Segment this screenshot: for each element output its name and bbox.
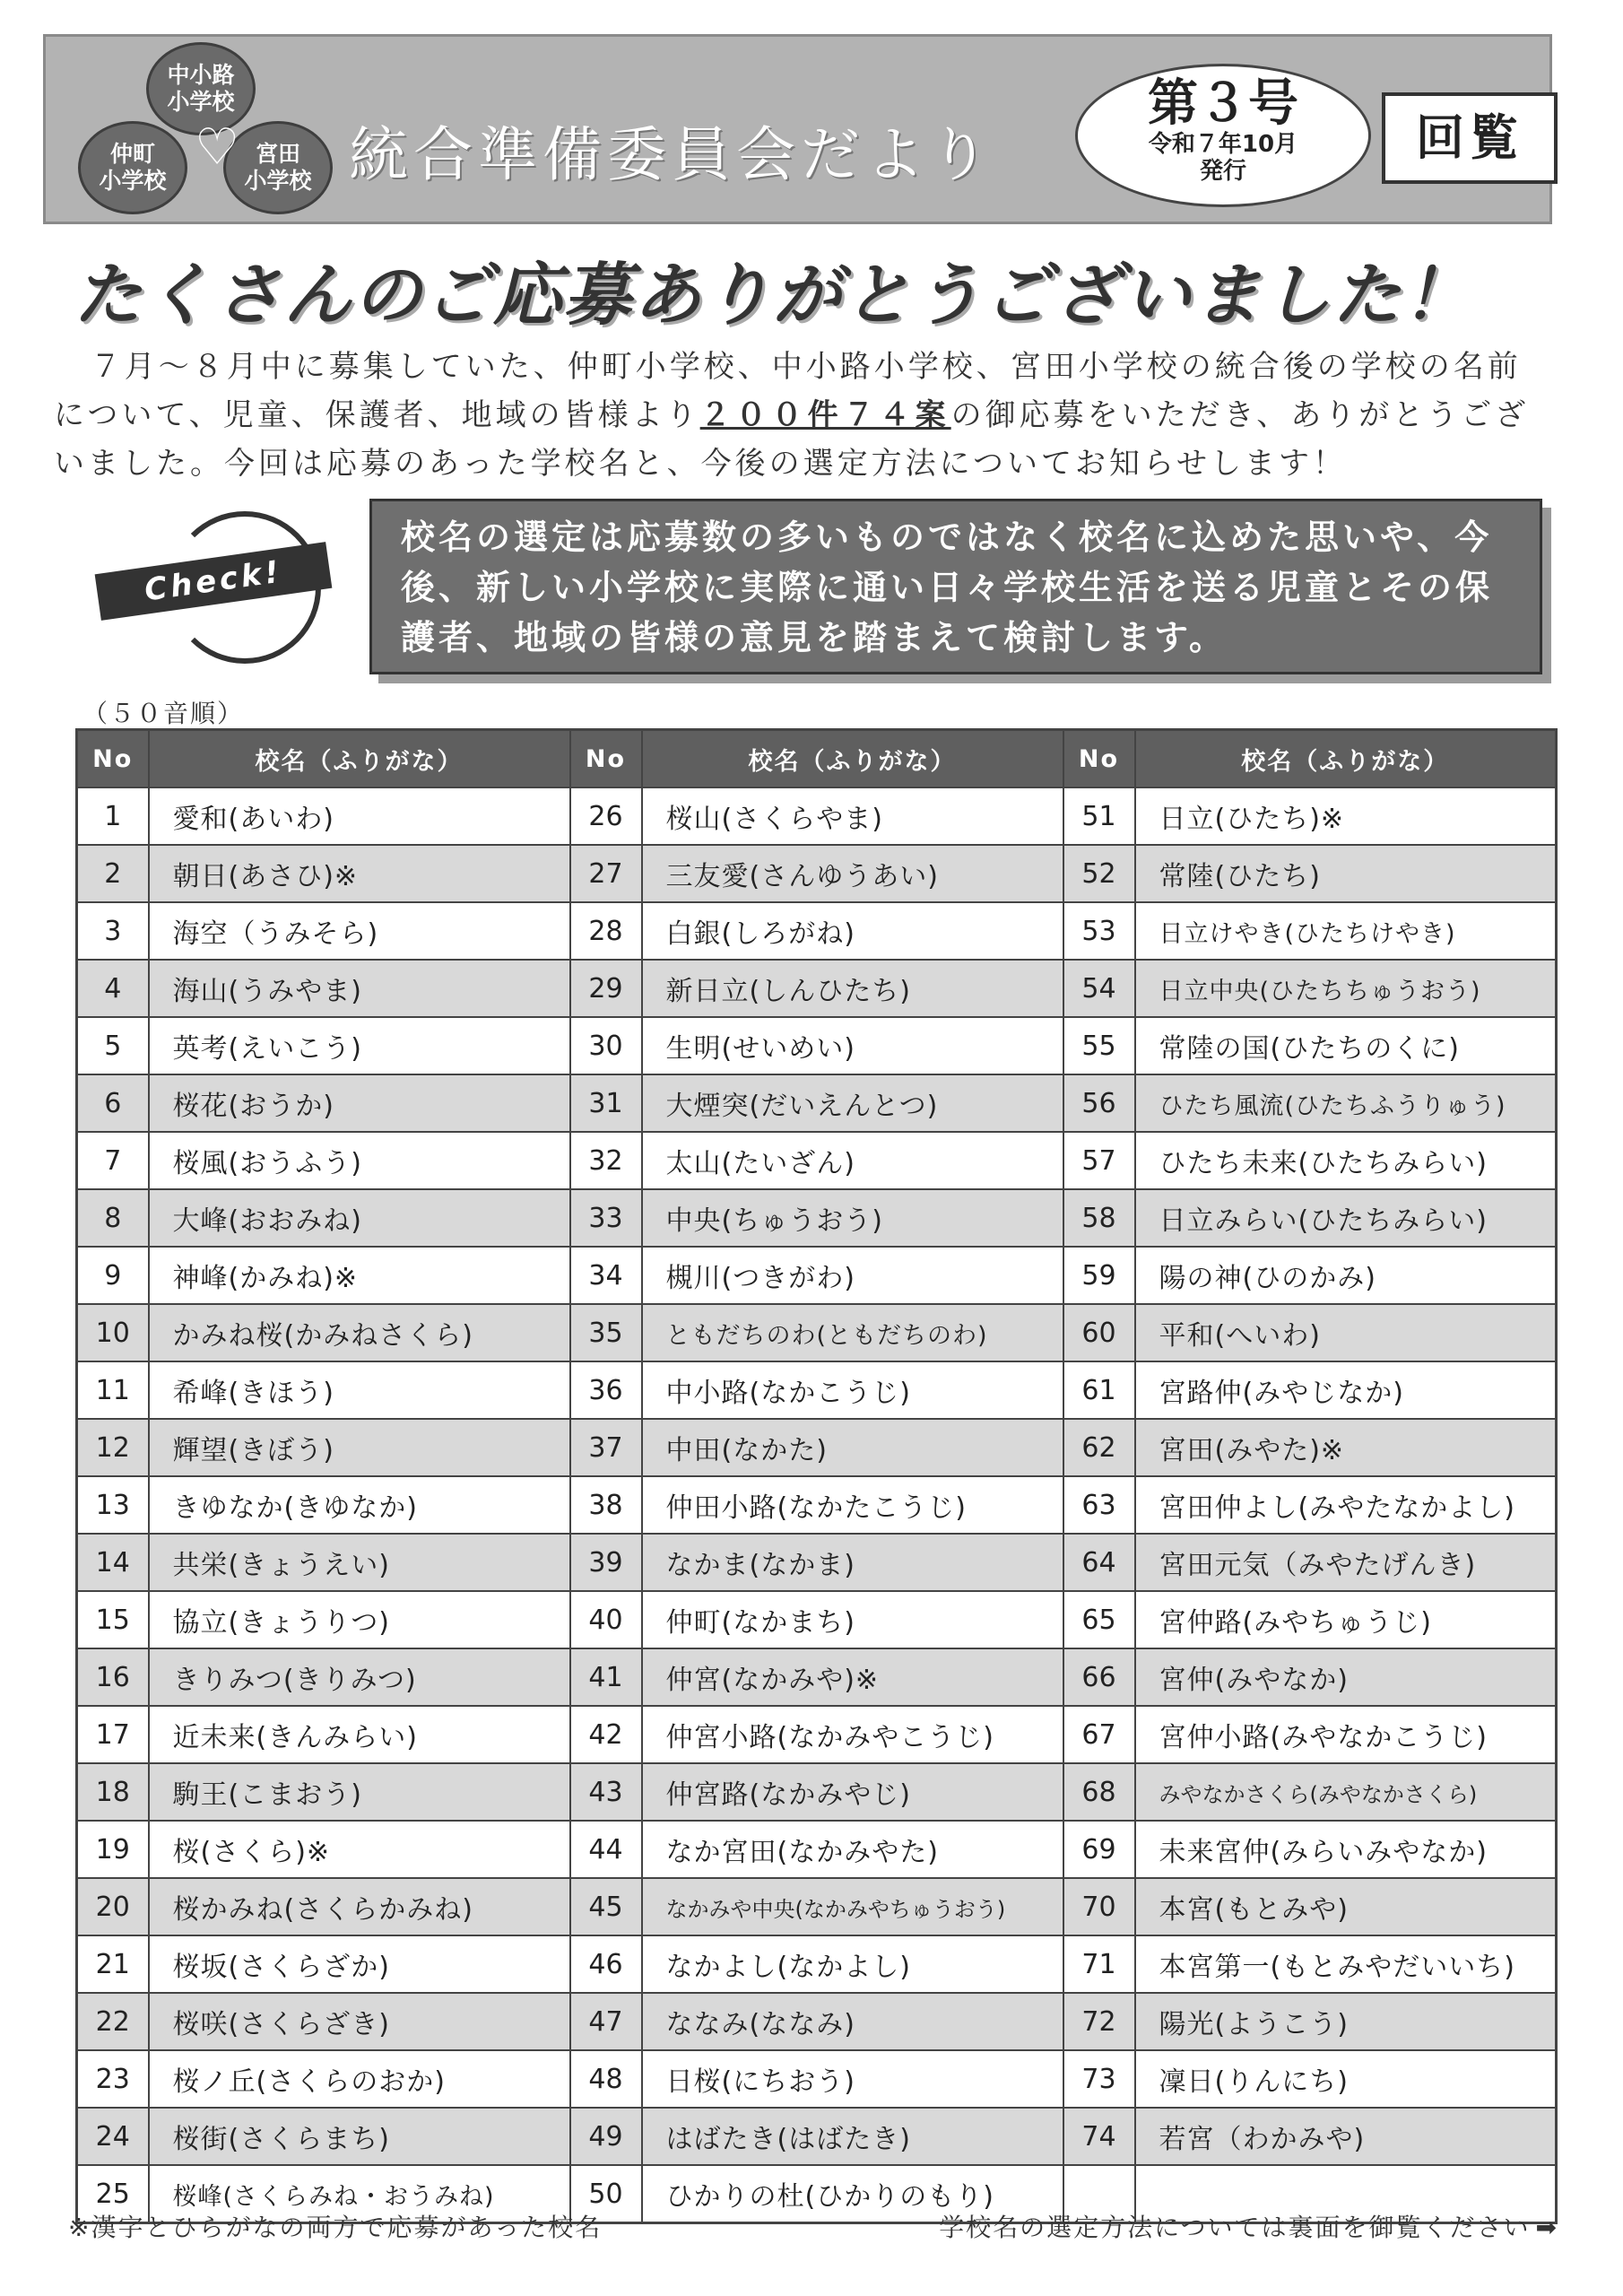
- table-row: [77, 1534, 1557, 1591]
- school-name-table: [75, 728, 1558, 2224]
- issue-badge: [1075, 64, 1371, 207]
- entry-number: 60: [1063, 1304, 1135, 1361]
- entry-number: 37: [570, 1419, 642, 1476]
- school-name: かみね桜(かみねさくら): [149, 1304, 570, 1361]
- school-name: みやなかさくら(みやなかさくら): [1135, 1763, 1557, 1821]
- school-name: 未来宮仲(みらいみやなか): [1135, 1821, 1557, 1878]
- school-name: 新日立(しんひたち): [642, 960, 1063, 1017]
- school-name: 本宮(もとみや): [1135, 1878, 1557, 1935]
- intro-text-before: ７月～８月中に募集していた、仲町小学校、中小路小学校、宮田小学校の統合後の学校の名前について、児童、保護者、地域の皆様より: [54, 349, 1522, 433]
- header-name: 校名（ふりがな）: [1135, 730, 1557, 788]
- school-badge-nakamachi: 仲町 小学校: [78, 121, 187, 214]
- entry-number: 72: [1063, 1993, 1135, 2050]
- entry-number: 28: [570, 902, 642, 960]
- school-name: 桜峰(さくらみね・おうみね): [149, 2165, 570, 2223]
- school-name: 桜咲(さくらざき): [149, 1993, 570, 2050]
- table-row: [77, 1361, 1557, 1419]
- entry-number: 40: [570, 1591, 642, 1648]
- school-name: 仲町(なかまち): [642, 1591, 1063, 1648]
- entry-number: 12: [77, 1419, 149, 1476]
- entry-number: 66: [1063, 1648, 1135, 1706]
- entry-number: 16: [77, 1648, 149, 1706]
- school-name: 日立みらい(ひたちみらい): [1135, 1189, 1557, 1247]
- school-name: 常陸の国(ひたちのくに): [1135, 1017, 1557, 1074]
- table-row: [77, 1821, 1557, 1878]
- entry-number: 73: [1063, 2050, 1135, 2108]
- school-name: 若宮（わかみや): [1135, 2108, 1557, 2165]
- entry-number: 47: [570, 1993, 642, 2050]
- table-row: [77, 1648, 1557, 1706]
- table-header-row: [77, 730, 1557, 788]
- entry-number: 59: [1063, 1247, 1135, 1304]
- entry-number: 9: [77, 1247, 149, 1304]
- table-row: [77, 1304, 1557, 1361]
- school-name: 宮路仲(みやじなか): [1135, 1361, 1557, 1419]
- entry-number: 13: [77, 1476, 149, 1534]
- back-page-text: 学校名の選定方法については裏面を御覧ください: [939, 2213, 1531, 2242]
- table-row: [77, 1247, 1557, 1304]
- school-name: 共栄(きょうえい): [149, 1534, 570, 1591]
- check-badge: [97, 502, 366, 682]
- entry-number: 36: [570, 1361, 642, 1419]
- issue-number: 第３号: [1148, 74, 1298, 133]
- entry-number: 20: [77, 1878, 149, 1935]
- school-name: 三友愛(さんゆうあい): [642, 845, 1063, 902]
- school-name: 希峰(きほう): [149, 1361, 570, 1419]
- entry-number: 15: [77, 1591, 149, 1648]
- headline: たくさんのご応募ありがとうございました！: [74, 255, 1472, 335]
- entry-number: 4: [77, 960, 149, 1017]
- school-name: 桜ノ丘(さくらのおか): [149, 2050, 570, 2108]
- school-name: 仲宮路(なかみやじ): [642, 1763, 1063, 1821]
- entry-number: 27: [570, 845, 642, 902]
- school-name: なか宮田(なかみやた): [642, 1821, 1063, 1878]
- entry-number: 48: [570, 2050, 642, 2108]
- entry-number: 65: [1063, 1591, 1135, 1648]
- school-name: 宮仲小路(みやなかこうじ): [1135, 1706, 1557, 1763]
- header-no: No: [570, 730, 642, 788]
- entry-number: 21: [77, 1935, 149, 1993]
- entry-number: 31: [570, 1074, 642, 1132]
- school-name: 桜かみね(さくらかみね): [149, 1878, 570, 1935]
- intro-paragraph: [54, 343, 1549, 488]
- school-name: 愛和(あいわ): [149, 787, 570, 845]
- table-row: [77, 1763, 1557, 1821]
- school-name: 海山(うみやま): [149, 960, 570, 1017]
- school-name: 桜花(おうか): [149, 1074, 570, 1132]
- entry-number: 1: [77, 787, 149, 845]
- table-row: [77, 1706, 1557, 1763]
- table-row: [77, 1419, 1557, 1476]
- header-banner: [43, 34, 1552, 224]
- header-no: No: [1063, 730, 1135, 788]
- school-name: 駒王(こまおう): [149, 1763, 570, 1821]
- school-name: 桜(さくら)※: [149, 1821, 570, 1878]
- entry-number: 26: [570, 787, 642, 845]
- school-name: 大峰(おおみね): [149, 1189, 570, 1247]
- school-name: 中央(ちゅうおう): [642, 1189, 1063, 1247]
- header-name: 校名（ふりがな）: [642, 730, 1063, 788]
- footnote: ※漢字とひらがなの両方で応募があった校名: [68, 2213, 603, 2242]
- school-name: 常陸(ひたち): [1135, 845, 1557, 902]
- school-name: 太山(たいざん): [642, 1132, 1063, 1189]
- school-name: 陽の神(ひのかみ): [1135, 1247, 1557, 1304]
- entry-number: 45: [570, 1878, 642, 1935]
- school-name: 中田(なかた): [642, 1419, 1063, 1476]
- entry-number: 3: [77, 902, 149, 960]
- school-name: 仲田小路(なかたこうじ): [642, 1476, 1063, 1534]
- issue-published: 発行: [1199, 158, 1246, 185]
- table-body: [77, 787, 1557, 2223]
- school-name: 桜風(おうふう): [149, 1132, 570, 1189]
- school-name: ともだちのわ(ともだちのわ): [642, 1304, 1063, 1361]
- table-row: [77, 1591, 1557, 1648]
- entry-number: 41: [570, 1648, 642, 1706]
- school-name: 協立(きょうりつ): [149, 1591, 570, 1648]
- school-name: 大煙突(だいえんとつ): [642, 1074, 1063, 1132]
- table-row: [77, 2050, 1557, 2108]
- entry-number: 49: [570, 2108, 642, 2165]
- table-row: [77, 787, 1557, 845]
- arrow-right-icon: ➡: [1535, 2213, 1558, 2242]
- entry-number: 10: [77, 1304, 149, 1361]
- heart-icon: ♡: [195, 118, 240, 177]
- table-row: [77, 960, 1557, 1017]
- table-row: [77, 902, 1557, 960]
- school-name: 仲宮小路(なかみやこうじ): [642, 1706, 1063, 1763]
- school-name: 凜日(りんにち): [1135, 2050, 1557, 2108]
- entry-number: 19: [77, 1821, 149, 1878]
- table-row: [77, 2108, 1557, 2165]
- table-row: [77, 1017, 1557, 1074]
- school-name: なかみや中央(なかみやちゅうおう): [642, 1878, 1063, 1935]
- check-message: 校名の選定は応募数の多いものではなく校名に込めた思いや、今後、新しい小学校に実際に通い日々学校生活を送る児童とその保護者、地域の皆様の意見を踏まえて検討します。: [369, 499, 1542, 674]
- entry-number: 30: [570, 1017, 642, 1074]
- school-name: 桜山(さくらやま): [642, 787, 1063, 845]
- entry-number: 53: [1063, 902, 1135, 960]
- entry-number: 54: [1063, 960, 1135, 1017]
- sort-order-note: （５０音順）: [82, 699, 245, 728]
- entry-number: 35: [570, 1304, 642, 1361]
- entry-number: 8: [77, 1189, 149, 1247]
- entry-number: 52: [1063, 845, 1135, 902]
- issue-date: 令和７年10月: [1148, 131, 1298, 158]
- entry-number: 50: [570, 2165, 642, 2223]
- entry-number: 68: [1063, 1763, 1135, 1821]
- intro-accent: ２００件７４案: [699, 397, 951, 433]
- entry-number: 51: [1063, 787, 1135, 845]
- entry-number: 18: [77, 1763, 149, 1821]
- school-name: 槻川(つきがわ): [642, 1247, 1063, 1304]
- entry-number: 64: [1063, 1534, 1135, 1591]
- entry-number: 74: [1063, 2108, 1135, 2165]
- school-name: ひたち風流(ひたちふうりゅう): [1135, 1074, 1557, 1132]
- school-name: 桜坂(さくらざか): [149, 1935, 570, 1993]
- school-name: なかま(なかま): [642, 1534, 1063, 1591]
- school-name: 海空（うみそら): [149, 902, 570, 960]
- entry-number: 63: [1063, 1476, 1135, 1534]
- school-name: 日桜(にちおう): [642, 2050, 1063, 2108]
- entry-number: 70: [1063, 1878, 1135, 1935]
- school-name: きりみつ(きりみつ): [149, 1648, 570, 1706]
- entry-number: 46: [570, 1935, 642, 1993]
- entry-number: 43: [570, 1763, 642, 1821]
- entry-number: 5: [77, 1017, 149, 1074]
- school-name: 日立中央(ひたちちゅうおう): [1135, 960, 1557, 1017]
- school-badge-miyata: 宮田 小学校: [223, 121, 333, 214]
- table-row: [77, 845, 1557, 902]
- school-name: 生明(せいめい): [642, 1017, 1063, 1074]
- entry-number: 34: [570, 1247, 642, 1304]
- school-name: 桜街(さくらまち): [149, 2108, 570, 2165]
- entry-number: 14: [77, 1534, 149, 1591]
- intro-text-after: の御応募をいただき、ありがとうございました。今回は応募のあった学校名と、今後の選定方法についてお知らせします！: [54, 397, 1530, 482]
- check-label: Check!: [95, 542, 333, 621]
- school-name: 宮田元気（みやたげんき): [1135, 1534, 1557, 1591]
- entry-number: 32: [570, 1132, 642, 1189]
- school-name: はばたき(はばたき): [642, 2108, 1063, 2165]
- entry-number: 55: [1063, 1017, 1135, 1074]
- school-name: 輝望(きぼう): [149, 1419, 570, 1476]
- entry-number: 69: [1063, 1821, 1135, 1878]
- school-name: 宮仲路(みやちゅうじ): [1135, 1591, 1557, 1648]
- table-row: [77, 1132, 1557, 1189]
- school-name: 宮田(みやた)※: [1135, 1419, 1557, 1476]
- school-name: ひかりの杜(ひかりのもり): [642, 2165, 1063, 2223]
- table-row: [77, 1074, 1557, 1132]
- entry-number: 62: [1063, 1419, 1135, 1476]
- header-no: No: [77, 730, 149, 788]
- entry-number: 29: [570, 960, 642, 1017]
- entry-number: 58: [1063, 1189, 1135, 1247]
- entry-number: 6: [77, 1074, 149, 1132]
- school-name: 仲宮(なかみや)※: [642, 1648, 1063, 1706]
- school-name: 神峰(かみね)※: [149, 1247, 570, 1304]
- header-name: 校名（ふりがな）: [149, 730, 570, 788]
- entry-number: 38: [570, 1476, 642, 1534]
- entry-number: 24: [77, 2108, 149, 2165]
- school-name: 白銀(しろがね): [642, 902, 1063, 960]
- newsletter-title: 統合準備委員会だより: [349, 120, 994, 189]
- school-name: ひたち未来(ひたちみらい): [1135, 1132, 1557, 1189]
- school-name: ななみ(ななみ): [642, 1993, 1063, 2050]
- school-name: 本宮第一(もとみやだいいち): [1135, 1935, 1557, 1993]
- entry-number: 42: [570, 1706, 642, 1763]
- table-row: [77, 1189, 1557, 1247]
- school-name: 宮仲(みやなか): [1135, 1648, 1557, 1706]
- table-row: [77, 1935, 1557, 1993]
- school-name: 朝日(あさひ)※: [149, 845, 570, 902]
- entry-number: 56: [1063, 1074, 1135, 1132]
- entry-number: 7: [77, 1132, 149, 1189]
- entry-number: 33: [570, 1189, 642, 1247]
- school-name: 宮田仲よし(みやたなかよし): [1135, 1476, 1557, 1534]
- back-page-note: [939, 2208, 1558, 2244]
- entry-number: 57: [1063, 1132, 1135, 1189]
- entry-number: 67: [1063, 1706, 1135, 1763]
- entry-number: 17: [77, 1706, 149, 1763]
- entry-number: 39: [570, 1534, 642, 1591]
- table-row: [77, 1878, 1557, 1935]
- entry-number: 71: [1063, 1935, 1135, 1993]
- entry-number: 2: [77, 845, 149, 902]
- entry-number: 23: [77, 2050, 149, 2108]
- entry-number: 61: [1063, 1361, 1135, 1419]
- entry-number: 11: [77, 1361, 149, 1419]
- school-name: なかよし(なかよし): [642, 1935, 1063, 1993]
- school-badge-nakakoji: 中小路 小学校: [146, 42, 256, 135]
- school-name: 中小路(なかこうじ): [642, 1361, 1063, 1419]
- entry-number: 44: [570, 1821, 642, 1878]
- entry-number: 22: [77, 1993, 149, 2050]
- table-row: [77, 1993, 1557, 2050]
- circulation-stamp: 回覧: [1382, 92, 1558, 184]
- school-name: 日立(ひたち)※: [1135, 787, 1557, 845]
- school-name: 陽光(ようこう): [1135, 1993, 1557, 2050]
- school-name: 平和(へいわ): [1135, 1304, 1557, 1361]
- school-name: 英考(えいこう): [149, 1017, 570, 1074]
- school-name: 近未来(きんみらい): [149, 1706, 570, 1763]
- school-name: きゆなか(きゆなか): [149, 1476, 570, 1534]
- table-row: [77, 1476, 1557, 1534]
- school-name: 日立けやき(ひたちけやき): [1135, 902, 1557, 960]
- entry-number: 25: [77, 2165, 149, 2223]
